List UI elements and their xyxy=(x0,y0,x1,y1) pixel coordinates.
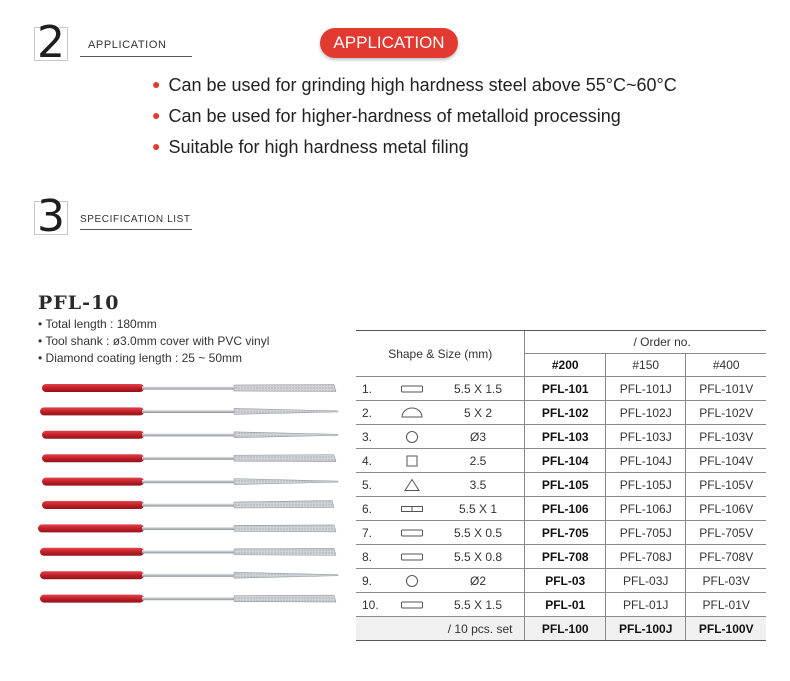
triangle-shape-icon xyxy=(400,478,424,492)
flat-shape-icon xyxy=(400,526,424,540)
order-code: PFL-106J xyxy=(605,497,686,521)
shape-icon xyxy=(392,449,432,473)
order-no-header: / Order no. xyxy=(525,331,766,354)
flat-shape-icon xyxy=(400,550,424,564)
shape-icon xyxy=(392,569,432,593)
table-row xyxy=(356,497,766,521)
needle-file-illustration xyxy=(42,431,338,439)
order-code: PFL-01 xyxy=(525,593,606,617)
shape-icon xyxy=(392,401,432,425)
table-row xyxy=(356,521,766,545)
specification-table xyxy=(356,330,766,641)
product-title: PFL-10 xyxy=(38,292,120,314)
needle-file-illustration xyxy=(40,548,336,556)
grit-header: #150 xyxy=(605,354,686,377)
section-number-box xyxy=(34,191,68,242)
order-code: PFL-708 xyxy=(525,545,606,569)
round-shape-icon xyxy=(400,574,424,588)
row-number: 8. xyxy=(356,545,392,569)
order-code: PFL-708J xyxy=(605,545,686,569)
bullet-dot-icon: ● xyxy=(152,138,161,154)
order-code: PFL-101V xyxy=(686,377,766,401)
table-row xyxy=(356,569,766,593)
table-row xyxy=(356,425,766,449)
table-row xyxy=(356,545,766,569)
size-value: Ø2 xyxy=(432,569,525,593)
order-code: PFL-106V xyxy=(686,497,766,521)
row-number: 2. xyxy=(356,401,392,425)
shape-icon xyxy=(392,497,432,521)
row-number: 4. xyxy=(356,449,392,473)
order-code: PFL-705V xyxy=(686,521,766,545)
order-code: PFL-102 xyxy=(525,401,606,425)
needle-file-illustration xyxy=(38,524,336,532)
section-number-box xyxy=(34,17,68,68)
needle-file-illustration xyxy=(42,454,336,462)
square-shape-icon xyxy=(400,454,424,468)
order-code: PFL-101 xyxy=(525,377,606,401)
application-list xyxy=(152,70,677,163)
needle-file-illustration xyxy=(42,384,336,392)
size-value: 5 X 2 xyxy=(432,401,525,425)
shape-icon xyxy=(392,473,432,497)
order-code: PFL-100V xyxy=(686,617,766,641)
needle-file-illustration xyxy=(42,501,334,510)
shape-icon xyxy=(392,545,432,569)
shape-icon xyxy=(392,521,432,545)
order-code: PFL-100J xyxy=(605,617,686,641)
order-code: PFL-104V xyxy=(686,449,766,473)
table-row xyxy=(356,401,766,425)
list-item: ● Can be used for grinding high hardness steel above 55°C~60°C xyxy=(152,75,677,95)
list-item: ● Suitable for high hardness metal filing xyxy=(152,137,469,157)
grit-header: #400 xyxy=(686,354,766,377)
shape-size-header: Shape & Size (mm) xyxy=(356,331,525,377)
product-specs xyxy=(38,316,269,367)
size-value: 3.5 xyxy=(432,473,525,497)
order-code: PFL-103V xyxy=(686,425,766,449)
row-number: 9. xyxy=(356,569,392,593)
row-number: 10. xyxy=(356,593,392,617)
table-row xyxy=(356,377,766,401)
knife-shape-icon xyxy=(400,502,424,516)
order-code: PFL-03J xyxy=(605,569,686,593)
table-header-row xyxy=(356,331,766,354)
table-row xyxy=(356,593,766,617)
spec-item: • Total length : 180mm xyxy=(38,317,157,331)
section-underline xyxy=(80,56,192,57)
order-code: PFL-103 xyxy=(525,425,606,449)
grit-header: #200 xyxy=(525,354,606,377)
flat-shape-icon xyxy=(400,382,424,396)
order-code: PFL-104J xyxy=(605,449,686,473)
size-value: 2.5 xyxy=(432,449,525,473)
row-number: 3. xyxy=(356,425,392,449)
flat-shape-icon xyxy=(400,598,424,612)
order-code: PFL-100 xyxy=(525,617,606,641)
size-value: 5.5 X 1 xyxy=(432,497,525,521)
order-code: PFL-105J xyxy=(605,473,686,497)
order-code: PFL-104 xyxy=(525,449,606,473)
needle-file-illustration xyxy=(40,595,336,603)
order-code: PFL-01J xyxy=(605,593,686,617)
needle-files-image xyxy=(34,378,350,618)
shape-icon xyxy=(392,593,432,617)
bullet-dot-icon: ● xyxy=(152,76,161,92)
order-code: PFL-705J xyxy=(605,521,686,545)
shape-icon xyxy=(392,425,432,449)
spec-item: • Tool shank : ø3.0mm cover with PVC vinyl xyxy=(38,334,270,348)
order-code: PFL-103J xyxy=(605,425,686,449)
order-code: PFL-705 xyxy=(525,521,606,545)
order-code: PFL-105V xyxy=(686,473,766,497)
row-number: 6. xyxy=(356,497,392,521)
row-number: 7. xyxy=(356,521,392,545)
size-value: 5.5 X 0.5 xyxy=(432,521,525,545)
order-code: PFL-03V xyxy=(686,569,766,593)
order-code: PFL-102V xyxy=(686,401,766,425)
spec-item: • Diamond coating length : 25 ~ 50mm xyxy=(38,351,242,365)
order-code: PFL-03 xyxy=(525,569,606,593)
round-shape-icon xyxy=(400,430,424,444)
size-value: 5.5 X 1.5 xyxy=(432,593,525,617)
order-code: PFL-106 xyxy=(525,497,606,521)
set-row xyxy=(356,617,766,641)
needle-file-illustration xyxy=(40,571,338,579)
order-code: PFL-01V xyxy=(686,593,766,617)
needle-file-illustration xyxy=(42,478,338,486)
needle-file-illustration xyxy=(40,407,338,415)
section-number: 2 xyxy=(37,17,65,68)
section-title: SPECIFICATION LIST xyxy=(80,214,191,225)
section-number: 3 xyxy=(37,191,65,242)
bullet-dot-icon: ● xyxy=(152,107,161,123)
order-code: PFL-105 xyxy=(525,473,606,497)
table-row xyxy=(356,449,766,473)
table-row xyxy=(356,473,766,497)
set-label: / 10 pcs. set xyxy=(356,617,525,641)
size-value: 5.5 X 0.8 xyxy=(432,545,525,569)
size-value: 5.5 X 1.5 xyxy=(432,377,525,401)
section-underline xyxy=(80,229,192,230)
row-number: 5. xyxy=(356,473,392,497)
size-value: Ø3 xyxy=(432,425,525,449)
row-number: 1. xyxy=(356,377,392,401)
application-badge: APPLICATION xyxy=(320,28,458,58)
order-code: PFL-102J xyxy=(605,401,686,425)
list-item: ● Can be used for higher-hardness of metalloid processing xyxy=(152,106,621,126)
section-title: APPLICATION xyxy=(88,39,167,51)
shape-icon xyxy=(392,377,432,401)
order-code: PFL-708V xyxy=(686,545,766,569)
order-code: PFL-101J xyxy=(605,377,686,401)
half-round-shape-icon xyxy=(400,406,424,420)
